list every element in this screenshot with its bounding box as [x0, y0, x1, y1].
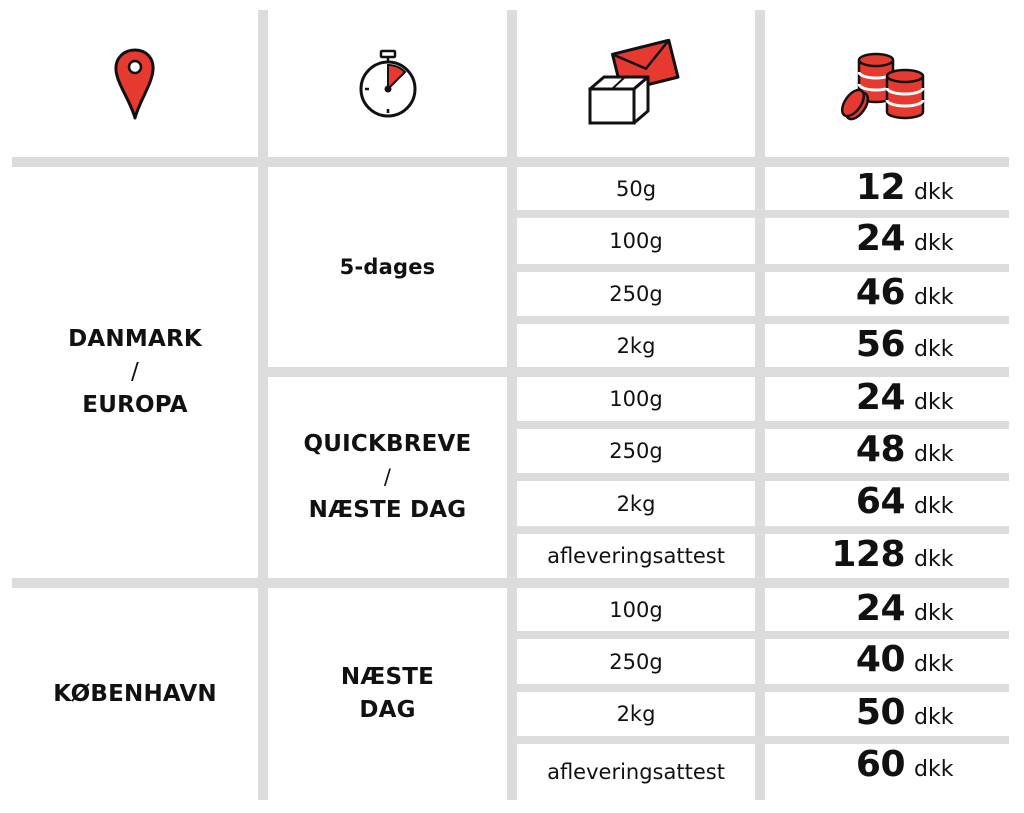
price-unit: dkk: [914, 180, 954, 205]
price-unit: dkk: [914, 547, 954, 572]
service-label: [268, 167, 507, 367]
weight-label: 100g: [609, 229, 663, 253]
weight-cell: [517, 534, 755, 578]
price-cell: [765, 272, 1009, 316]
region-name-slash: /: [131, 359, 139, 385]
price-value: 12: [855, 167, 905, 208]
service-name-line: NÆSTE: [340, 664, 435, 690]
map-pin-icon: [109, 46, 161, 122]
coin-stacks-icon: [839, 46, 935, 122]
weight-label: 2kg: [616, 702, 656, 726]
region-label: [12, 588, 258, 800]
grid-line: [258, 10, 268, 800]
price-value: 60: [855, 744, 905, 785]
weight-label: afleveringsattest: [547, 760, 725, 784]
weight-label: 2kg: [616, 491, 656, 516]
grid-line: [507, 736, 1009, 744]
weight-label: afleveringsattest: [547, 544, 725, 568]
grid-line: [12, 157, 1009, 167]
region-name-line: DANMARK: [68, 326, 202, 352]
price-value: 56: [855, 324, 905, 365]
price-value: 24: [855, 588, 905, 629]
weight-label: 250g: [609, 439, 663, 463]
weight-cell: [517, 324, 755, 367]
weight-cell: [517, 481, 755, 526]
service-label: [268, 377, 507, 578]
price-cell: [765, 324, 1009, 367]
price-value: 24: [855, 377, 905, 418]
price-cell: [765, 744, 1009, 800]
price-unit: dkk: [914, 601, 954, 626]
grid-line: [755, 10, 765, 800]
weight-cell: [517, 377, 755, 421]
price-cell: [765, 167, 1009, 210]
service-name-line: 5-dages: [339, 254, 436, 279]
price-unit: dkk: [914, 231, 954, 256]
price-cell: [765, 692, 1009, 736]
price-cell: [765, 588, 1009, 631]
weight-cell: [517, 218, 755, 264]
price-unit: dkk: [914, 494, 954, 519]
weight-label: 2kg: [616, 333, 656, 358]
price-value: 128: [831, 534, 905, 575]
grid-line: [507, 421, 1009, 429]
grid-line: [507, 473, 1009, 481]
weight-label: 100g: [609, 597, 663, 622]
region-name-line: KØBENHAVN: [53, 680, 217, 707]
price-value: 48: [855, 429, 905, 470]
grid-line: [507, 631, 1009, 639]
price-cell: [765, 481, 1009, 526]
header-icon-cell: [765, 10, 1009, 157]
price-unit: dkk: [914, 390, 954, 415]
price-value: 50: [855, 692, 905, 733]
price-cell: [765, 429, 1009, 473]
price-unit: dkk: [914, 705, 954, 730]
weight-cell: [517, 272, 755, 316]
price-unit: dkk: [914, 442, 954, 467]
service-name-line: DAG: [359, 697, 416, 723]
price-value: 46: [855, 272, 905, 313]
price-cell: [765, 377, 1009, 421]
header-icon-cell: [12, 10, 258, 157]
price-value: 24: [855, 218, 905, 259]
service-name-line: NÆSTE DAG: [308, 497, 467, 523]
weight-label: 250g: [609, 649, 663, 674]
price-unit: dkk: [914, 652, 954, 677]
weight-cell: [517, 588, 755, 631]
grid-line: [507, 10, 517, 800]
grid-line: [507, 210, 1009, 218]
price-unit: dkk: [914, 757, 954, 782]
header-icon-cell: [268, 10, 507, 157]
header-icon-cell: [517, 10, 755, 157]
parcel-and-letter-icon: [584, 39, 688, 129]
grid-line: [507, 684, 1009, 692]
stopwatch-icon: [355, 48, 421, 120]
price-value: 64: [855, 481, 905, 522]
weight-cell: [517, 639, 755, 684]
price-unit: dkk: [914, 285, 954, 310]
weight-label: 50g: [615, 176, 657, 201]
price-unit: dkk: [914, 337, 954, 362]
price-cell: [765, 639, 1009, 684]
service-name-slash: /: [383, 465, 392, 489]
region-name-line: EUROPA: [82, 392, 188, 418]
price-cell: [765, 534, 1009, 578]
weight-cell: [517, 167, 755, 210]
region-label: [12, 167, 258, 578]
grid-line: [507, 316, 1009, 324]
weight-label: 250g: [609, 282, 663, 306]
service-name-line: QUICKBREVE: [303, 431, 472, 457]
grid-line: [507, 526, 1009, 534]
weight-cell: [517, 744, 755, 800]
price-cell: [765, 218, 1009, 264]
weight-cell: [517, 692, 755, 736]
weight-cell: [517, 429, 755, 473]
price-value: 40: [855, 639, 905, 680]
grid-line: [507, 264, 1009, 272]
grid-line: [12, 578, 1009, 588]
service-label: [268, 588, 507, 800]
weight-label: 100g: [609, 387, 663, 411]
grid-line: [258, 367, 1009, 377]
